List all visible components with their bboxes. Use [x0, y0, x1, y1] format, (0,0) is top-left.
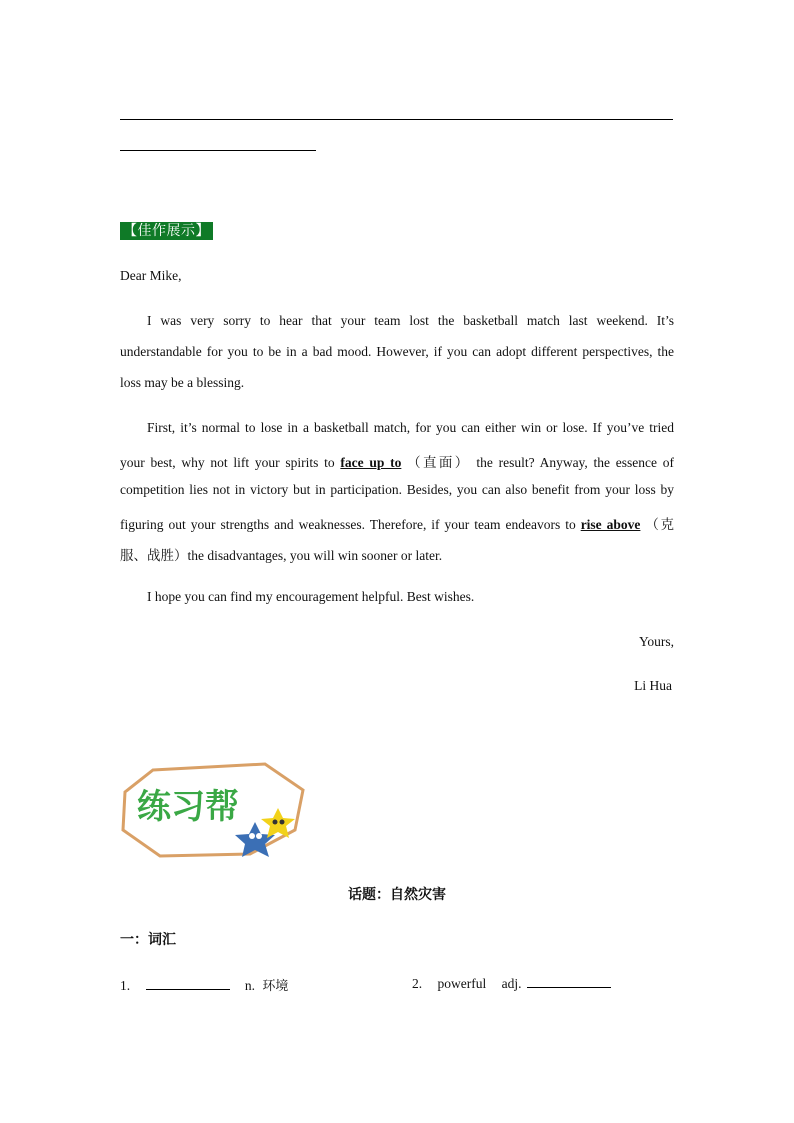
paragraph-1-line-2: understandable for you to be in a bad mood. However, if you can adopt different perspectives, the: [120, 344, 674, 359]
paragraph-1-line-3: loss may be a blessing.: [120, 375, 245, 390]
paragraph-2-line-2: [120, 451, 674, 471]
answer-line-1: [120, 119, 673, 120]
star-eye-icon: [273, 820, 278, 825]
vocab-answer-blank: [146, 977, 230, 990]
vocab-number: 1.: [120, 978, 131, 993]
vocab-pos: adj.: [501, 976, 522, 991]
paragraph-2-line-4: [120, 513, 674, 533]
phrase-rise-above: rise above: [580, 517, 641, 532]
topic-title: 话题：自然灾害: [348, 887, 446, 903]
sample-essay-tag: 【佳作展示】: [120, 222, 213, 240]
vocab-pos: n.: [244, 978, 255, 993]
answer-line-2: [120, 150, 316, 151]
p2-line2-text-a: your best, why not lift your spirits to: [120, 455, 335, 470]
p2-line4-text-b: （克: [645, 517, 675, 532]
star-eye-icon: [256, 833, 262, 839]
p2-line4-text-a: figuring out your strengths and weaknesses. Therefore, if your team endeavors to: [120, 517, 576, 532]
paragraph-3: I hope you can find my encouragement helpful. Best wishes.: [147, 589, 475, 604]
paragraph-2-line-1: First, it’s normal to lose in a basketball match, for you can either win or lose. If you’ve tried: [147, 420, 674, 435]
phrase-face-up-to: face up to: [340, 455, 402, 470]
paragraph-1-line-1: I was very sorry to hear that your team lost the basketball match last weekend. It’s: [147, 313, 674, 328]
practice-logo: [115, 760, 310, 860]
vocab-item-1: [120, 975, 288, 994]
paragraph-2-line-3: competition lies not in victory but in participation. Besides, you can also benefit from your loss by: [120, 482, 674, 497]
paragraph-2-line-5: 服、战胜）the disadvantages, you will win sooner or later.: [120, 548, 443, 563]
vocab-meaning: 环境: [262, 979, 289, 994]
letter-signature: Li Hua: [634, 678, 672, 693]
vocab-answer-blank: [527, 975, 611, 988]
vocab-number: 2.: [412, 976, 423, 991]
vocab-item-2: [412, 975, 611, 992]
section-heading: 一：词汇: [120, 932, 176, 948]
vocab-word: powerful: [437, 976, 487, 991]
p2-line2-text-b: （直面） the result? Anyway, the essence of: [407, 455, 675, 470]
star-eye-icon: [249, 833, 255, 839]
star-eye-icon: [280, 820, 285, 825]
letter-closing: Yours,: [638, 634, 674, 649]
letter-greeting: Dear Mike,: [120, 268, 182, 283]
logo-text: 练习帮: [137, 787, 239, 827]
